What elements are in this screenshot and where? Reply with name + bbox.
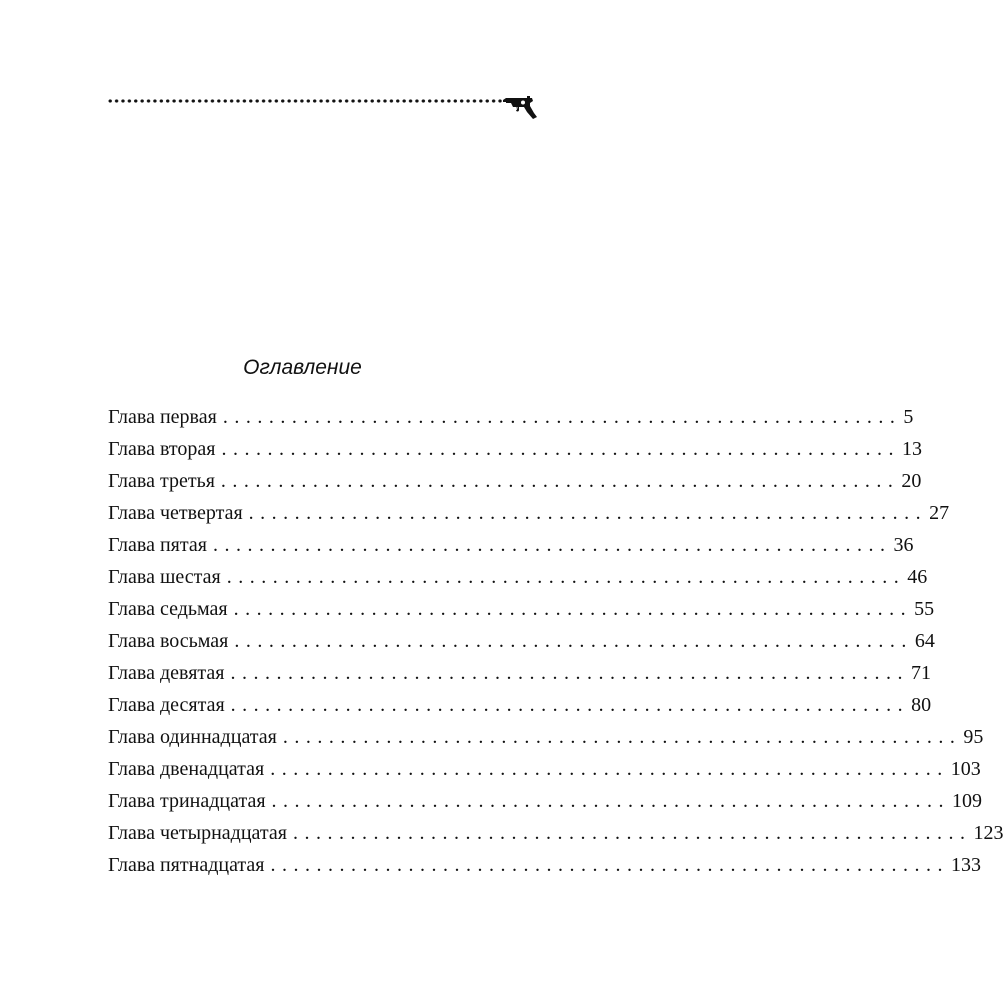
toc-entry[interactable]: [108, 689, 932, 721]
toc-entry[interactable]: [108, 529, 914, 561]
dotted-header-rule: [107, 98, 502, 104]
toc-page-number: 123: [973, 822, 1003, 844]
toc-chapter-title: Глава шестая: [108, 566, 221, 588]
toc-chapter-title: Глава двенадцатая: [108, 758, 265, 780]
toc-page-number: 64: [914, 630, 935, 652]
table-of-contents: [108, 401, 1003, 881]
toc-entry[interactable]: [108, 785, 983, 817]
toc-page-number: 13: [901, 438, 922, 460]
revolver-icon: [503, 95, 537, 119]
toc-page-number: 5: [903, 406, 914, 428]
toc-dot-leader: ...........................................................: [270, 854, 949, 876]
toc-dot-leader: ...........................................................: [271, 790, 951, 812]
toc-chapter-title: Глава девятая: [108, 662, 225, 684]
toc-entry[interactable]: [108, 593, 935, 625]
toc-chapter-title: Глава седьмая: [108, 598, 228, 620]
toc-chapter-title: Глава тринадцатая: [108, 790, 266, 812]
toc-page-number: 20: [901, 470, 922, 492]
toc-entry[interactable]: [108, 625, 935, 657]
toc-chapter-title: Глава одиннадцатая: [108, 726, 277, 748]
toc-chapter-title: Глава десятая: [108, 694, 225, 716]
toc-dot-leader: ...........................................................: [212, 534, 892, 556]
toc-chapter-title: Глава третья: [108, 470, 215, 492]
toc-chapter-title: Глава четвертая: [108, 502, 243, 524]
toc-chapter-title: Глава восьмая: [108, 630, 229, 652]
toc-entry[interactable]: [108, 817, 1003, 849]
toc-dot-leader: ...........................................................: [292, 822, 972, 844]
toc-page-number: 36: [893, 534, 914, 556]
toc-dot-leader: ...........................................................: [226, 566, 906, 588]
toc-chapter-title: Глава вторая: [108, 438, 216, 460]
toc-entry[interactable]: [108, 753, 981, 785]
toc-page-number: 80: [911, 694, 932, 716]
toc-entry[interactable]: [108, 657, 931, 689]
toc-page-number: 27: [929, 502, 950, 524]
toc-page-number: 109: [952, 790, 983, 812]
toc-dot-leader: ...........................................................: [233, 598, 913, 620]
toc-page-number: 46: [907, 566, 928, 588]
toc-page-number: 95: [963, 726, 984, 748]
toc-dot-leader: ...........................................................: [270, 758, 949, 780]
toc-entry[interactable]: [108, 401, 914, 433]
toc-chapter-title: Глава первая: [108, 406, 217, 428]
toc-dot-leader: ...........................................................: [234, 630, 913, 652]
toc-chapter-title: Глава пятая: [108, 534, 207, 556]
toc-dot-leader: ...........................................................: [222, 406, 902, 428]
toc-chapter-title: Глава пятнадцатая: [108, 854, 265, 876]
toc-dot-leader: ...........................................................: [220, 470, 900, 492]
toc-entry[interactable]: [108, 561, 928, 593]
toc-entry[interactable]: [108, 497, 950, 529]
toc-page-number: 55: [914, 598, 935, 620]
toc-entry[interactable]: [108, 849, 981, 881]
toc-dot-leader: ...........................................................: [282, 726, 962, 748]
toc-page-number: 103: [950, 758, 981, 780]
toc-entry[interactable]: [108, 721, 984, 753]
toc-dot-leader: ...........................................................: [221, 438, 900, 460]
toc-title: Оглавление: [243, 356, 362, 379]
toc-dot-leader: ...........................................................: [230, 662, 909, 684]
toc-page-number: 71: [910, 662, 931, 684]
toc-entry[interactable]: [108, 433, 922, 465]
toc-entry[interactable]: [108, 465, 922, 497]
toc-dot-leader: ...........................................................: [230, 694, 910, 716]
toc-page-number: 133: [951, 854, 981, 876]
toc-dot-leader: ...........................................................: [248, 502, 928, 524]
toc-chapter-title: Глава четырнадцатая: [108, 822, 287, 844]
